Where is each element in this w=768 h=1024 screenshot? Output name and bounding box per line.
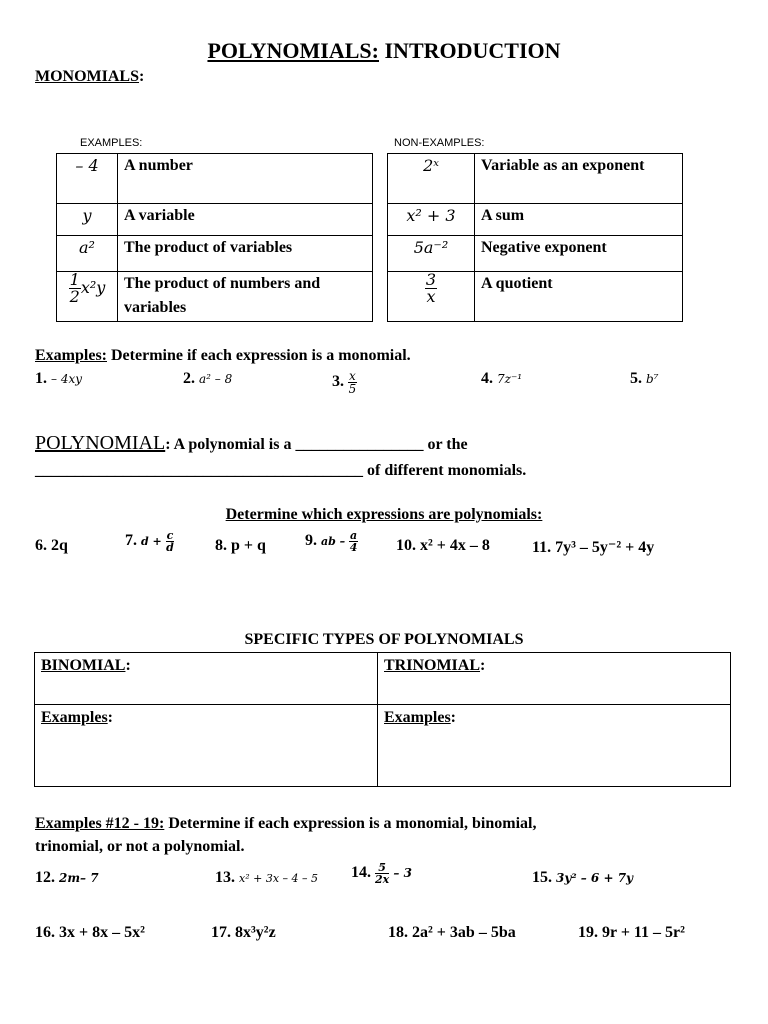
item-expr: 7z⁻¹: [497, 372, 523, 386]
classify-item-17: 17. 8x³y²z: [211, 924, 276, 941]
fraction: [349, 530, 358, 553]
title-part1: POLYNOMIALS:: [207, 38, 379, 63]
binomial-label: BINOMIAL: [41, 657, 126, 674]
classify-item-15: [532, 869, 633, 887]
item-number: 14.: [351, 864, 371, 882]
monomial-item-4: [481, 370, 522, 388]
nonexample-expr: 2ˣ: [388, 154, 475, 204]
examples-table: [56, 153, 373, 322]
item-number: 12.: [35, 869, 55, 886]
fraction: [166, 530, 175, 553]
item-number: 7.: [125, 532, 137, 550]
nonexample-desc: Variable as an exponent: [475, 154, 683, 204]
item-expr: – 3: [389, 866, 412, 881]
classify-item-13: [215, 869, 318, 887]
examples-lead: Examples:: [35, 347, 107, 364]
classify-instruction-line1: [35, 815, 536, 833]
table-row: [388, 204, 683, 236]
specific-types-heading: SPECIFIC TYPES OF POLYNOMIALS: [244, 631, 524, 648]
item-number: 5.: [630, 370, 642, 387]
item-expr: 3y² – 6 + 7y: [556, 871, 634, 885]
classify-line1: Determine if each expression is a monomial, binomial,: [164, 815, 537, 832]
table-row: [57, 236, 373, 272]
nonexample-expr: [388, 272, 475, 322]
expr-tail: x²y: [80, 278, 106, 297]
fraction-denominator: 2x: [375, 873, 390, 886]
monomials-heading: MONOMIALS:: [35, 68, 145, 85]
fraction-numerator: 1: [69, 270, 80, 289]
fraction-denominator: d: [166, 541, 174, 554]
nonexamples-label: NON-EXAMPLES:: [394, 137, 485, 149]
example-desc: The product of variables: [118, 236, 373, 272]
fraction: [425, 272, 437, 305]
item-expr: a² – 8: [199, 372, 233, 386]
monomial-item-1: [35, 370, 82, 388]
poly-item-7: [125, 530, 174, 553]
item-number: 9.: [305, 532, 317, 550]
classify-item-18: 18. 2a² + 3ab – 5ba: [388, 924, 516, 941]
fraction-numerator: c: [166, 529, 174, 542]
polynomial-definition-line2: _________________________________________ of different monomials.: [35, 462, 527, 479]
monomial-item-5: [630, 370, 659, 388]
item-expr: ab –: [321, 535, 349, 549]
item-expr: 2m– 7: [59, 871, 99, 885]
title-part2: INTRODUCTION: [379, 38, 561, 63]
table-row: [57, 154, 373, 204]
item-expr: x² + 3x – 4 – 5: [239, 872, 319, 885]
fraction: [375, 862, 389, 885]
definition-line1: : A polynomial is a ________________ or the: [165, 436, 468, 453]
classify-item-19: 19. 9r + 11 – 5r²: [578, 924, 685, 941]
item-number: 3.: [332, 373, 344, 391]
item-expr: – 4xy: [51, 372, 82, 386]
nonexample-desc: A sum: [475, 204, 683, 236]
item-expr: b⁷: [646, 372, 659, 386]
table-row: [388, 236, 683, 272]
examples-label: EXAMPLES:: [80, 137, 143, 149]
trinomial-cell: TRINOMIAL:: [378, 653, 731, 705]
monomial-item-3: [332, 370, 357, 395]
fraction-denominator: 2: [69, 287, 80, 306]
trinomial-examples-cell: Examples:: [378, 705, 731, 787]
fraction: [69, 272, 81, 305]
example-desc: The product of numbers and variables: [118, 272, 373, 322]
item-number: 15.: [532, 869, 552, 886]
fraction: [348, 370, 357, 395]
nonexample-desc: Negative exponent: [475, 236, 683, 272]
classify-instruction-line2: trinomial, or not a polynomial.: [35, 838, 245, 855]
table-row: [35, 705, 731, 787]
determine-heading: Determine which expressions are polynomials:: [225, 506, 543, 523]
instruction-text: Determine if each expression is a monomial.: [107, 347, 411, 364]
classify-item-14: [351, 862, 412, 885]
item-number: 2.: [183, 370, 195, 387]
fraction-numerator: x: [349, 369, 356, 383]
table-row: [57, 272, 373, 322]
fraction-denominator: x: [426, 287, 436, 306]
example-expr: [57, 272, 118, 322]
polynomial-definition-line1: [35, 432, 468, 455]
poly-item-8: 8. p + q: [215, 537, 266, 554]
examples-label: Examples: [384, 709, 451, 726]
table-row: [388, 272, 683, 322]
example-desc: A number: [118, 154, 373, 204]
binomial-examples-cell: Examples:: [35, 705, 378, 787]
poly-item-6: 6. 2q: [35, 537, 68, 554]
table-row: [57, 204, 373, 236]
trinomial-label: TRINOMIAL: [384, 657, 481, 674]
monomial-item-2: [183, 370, 232, 388]
fraction-denominator: 4: [349, 541, 358, 554]
types-table: [34, 652, 731, 787]
fraction-numerator: 3: [425, 270, 437, 289]
nonexamples-table: [387, 153, 683, 322]
example-expr: a²: [57, 236, 118, 272]
classify-item-16: 16. 3x + 8x – 5x²: [35, 924, 145, 941]
binomial-cell: BINOMIAL:: [35, 653, 378, 705]
examples-label: Examples: [41, 709, 108, 726]
item-expr: d +: [141, 535, 166, 549]
fraction-numerator: a: [349, 529, 358, 542]
item-number: 4.: [481, 370, 493, 387]
example-desc: A variable: [118, 204, 373, 236]
page-title: [0, 38, 768, 64]
fraction-numerator: 5: [375, 862, 389, 874]
table-row: [388, 154, 683, 204]
example-expr: y: [57, 204, 118, 236]
polynomial-term: POLYNOMIAL: [35, 432, 166, 454]
poly-item-10: 10. x² + 4x – 8: [396, 537, 490, 554]
classify-lead: Examples #12 - 19:: [35, 815, 165, 832]
nonexample-expr: x² + 3: [388, 204, 475, 236]
nonexample-desc: A quotient: [475, 272, 683, 322]
item-number: 1.: [35, 370, 47, 387]
poly-item-9: [305, 530, 358, 553]
monomial-examples-instruction: [35, 347, 411, 365]
item-number: 13.: [215, 869, 235, 886]
nonexample-expr: 5a⁻²: [388, 236, 475, 272]
classify-item-12: [35, 869, 99, 887]
poly-item-11: 11. 7y³ – 5y⁻² + 4y: [532, 539, 655, 556]
table-row: [35, 653, 731, 705]
monomials-heading-text: MONOMIALS: [35, 68, 139, 85]
example-expr: – 4: [57, 154, 118, 204]
fraction-denominator: 5: [348, 382, 357, 396]
